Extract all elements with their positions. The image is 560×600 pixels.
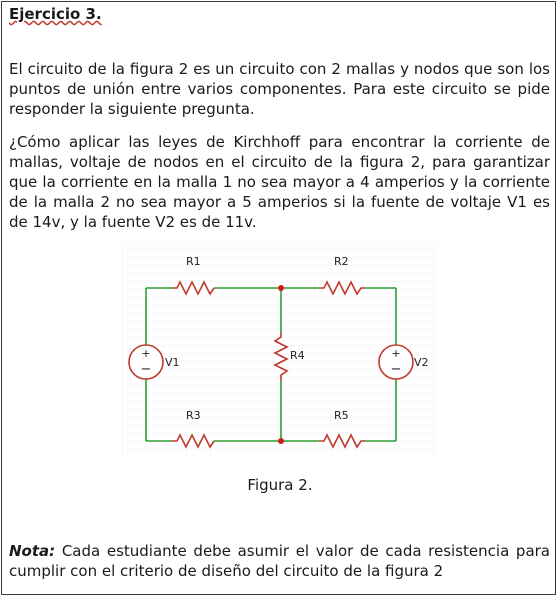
note-label: Nota: — [9, 542, 56, 560]
label-r4: R4 — [290, 349, 305, 362]
note-text: Cada estudiante debe asumir el valor de cada resistencia para cumplir con el criterio de diseño del circuito de la figura 2 — [9, 542, 550, 580]
note-paragraph — [9, 541, 550, 581]
label-v2: V2 — [414, 356, 429, 369]
circuit-diagram — [122, 241, 438, 457]
source-v2 — [379, 345, 413, 379]
source-v1 — [129, 345, 163, 379]
label-r3: R3 — [186, 409, 201, 422]
svg-text:−: − — [390, 362, 402, 377]
node-top — [278, 285, 284, 291]
label-r1: R1 — [186, 255, 201, 268]
paragraph-intro: El circuito de la figura 2 es un circuito con 2 mallas y nodos que son los puntos de unión entre varios componentes. Para este circuito se pide responder la siguiente pregunta. — [9, 60, 550, 118]
paragraph-question: ¿Cómo aplicar las leyes de Kirchhoff para encontrar la corriente de mallas, voltaje de nodos en el circuito de la figura 2, para garantizar que la corriente en la malla 1 no sea mayor a 4 amperios y la corriente de la malla 2 no sea mayor a 5 amperios si la fuente de voltaje V1 es de 14v, y la fuente V2 es de 11v. — [9, 133, 550, 231]
label-r2: R2 — [334, 255, 349, 268]
svg-text:−: − — [140, 362, 152, 377]
label-v1: V1 — [165, 356, 180, 369]
svg-text:+: + — [391, 347, 401, 360]
node-bottom — [278, 438, 284, 444]
exercise-title: Ejercicio 3. — [9, 5, 102, 23]
svg-text:+: + — [141, 347, 151, 360]
label-r5: R5 — [334, 409, 349, 422]
figure-caption: Figura 2. — [247, 476, 313, 494]
